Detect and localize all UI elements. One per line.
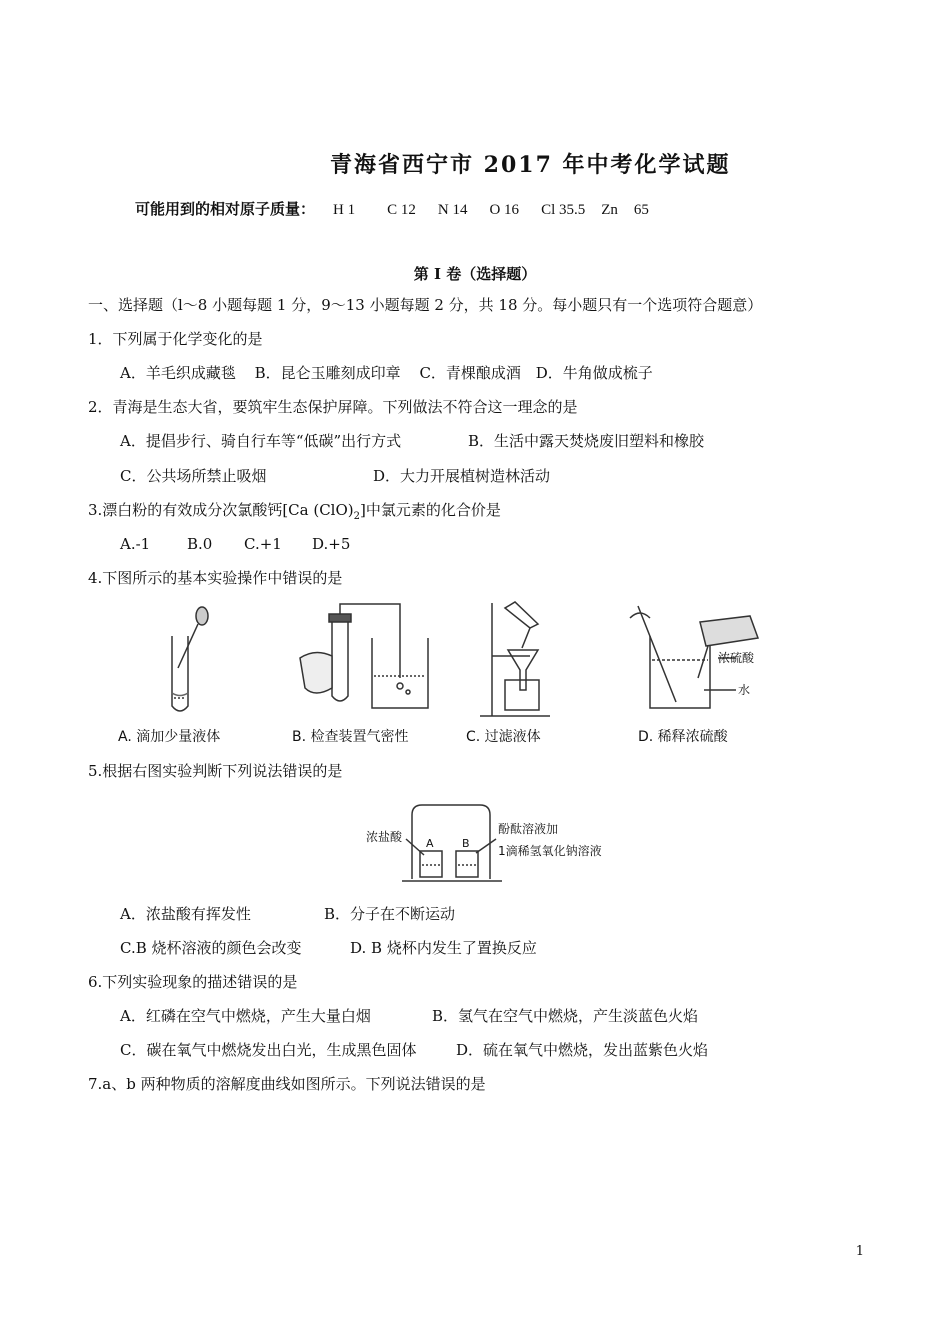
q1-options xyxy=(120,363,653,383)
q4-annotation-water: 水 xyxy=(738,683,751,697)
q5-label-right-2: 1滴稀氢氧化钠溶液 xyxy=(498,844,602,858)
q4-label-a: A. 滴加少量液体 xyxy=(118,729,221,745)
q2-option-b: B．生活中露天焚烧废旧塑料和橡胶 xyxy=(468,432,705,450)
page-number: 1 xyxy=(855,1244,864,1259)
q4-annotation-acid: 浓硫酸 xyxy=(718,651,755,665)
dropper-icon xyxy=(172,607,208,711)
q3-option-a: A.-1 xyxy=(120,535,151,553)
q4-label-b: B. 检查装置气密性 xyxy=(292,729,409,745)
q5-option-c: C.B 烧杯溶液的颜色会改变 xyxy=(120,939,302,957)
q3-stem-post: ]中氯元素的化合价是 xyxy=(360,501,501,519)
q1-stem: 1．下列属于化学变化的是 xyxy=(88,330,263,348)
q2-option-d: D．大力开展植树造林活动 xyxy=(373,467,551,485)
q6-option-b: B．氢气在空气中燃烧，产生淡蓝色火焰 xyxy=(432,1007,699,1025)
q5-label-hcl: 浓盐酸 xyxy=(366,830,403,844)
q3-stem-sub: 2 xyxy=(353,511,361,522)
q6-stem: 6.下列实验现象的描述错误的是 xyxy=(88,973,298,991)
q3-stem xyxy=(88,500,501,527)
q4-figure xyxy=(110,598,790,753)
q3-option-c: C.+1 xyxy=(244,535,282,553)
q1-option-c: C．青棵酿成酒 xyxy=(419,364,521,382)
q5-stem: 5.根据右图实验判断下列说法错误的是 xyxy=(88,762,343,780)
q7-stem: 7.a、b 两种物质的溶解度曲线如图所示。下列说法错误的是 xyxy=(88,1075,486,1093)
filtration-icon xyxy=(480,602,550,716)
q5-label-b: B xyxy=(462,837,470,850)
q3-option-b: B.0 xyxy=(187,535,213,553)
atomic-mass-n: N 14 xyxy=(437,202,468,218)
section-title: 第 I 卷（选择题） xyxy=(413,265,537,283)
q2-option-c: C．公共场所禁止吸烟 xyxy=(120,467,267,485)
atomic-mass-c: C 12 xyxy=(387,202,416,218)
q5-figure xyxy=(362,795,632,890)
q3-stem-pre: 3.漂白粉的有效成分次氯酸钙[Ca (ClO) xyxy=(88,501,354,519)
q6-option-d: D．硫在氧气中燃烧，发出蓝紫色火焰 xyxy=(456,1041,709,1059)
q1-option-d: D．牛角做成梳子 xyxy=(535,364,653,382)
instruction: 一、选择题（l～8 小题每题 1 分，9～13 小题每题 2 分，共 18 分。每小题只有一个选项符合题意） xyxy=(88,296,763,314)
q1-option-a: A．羊毛织成藏毯 xyxy=(120,364,236,382)
q5-label-right-1: 酚酞溶液加 xyxy=(498,822,559,836)
atomic-mass-zn-value: 65 xyxy=(633,202,649,218)
q5-option-d: D. B 烧杯内发生了置换反应 xyxy=(350,939,537,957)
airtightness-apparatus-icon xyxy=(300,604,428,708)
q5-label-a: A xyxy=(426,837,434,850)
q1-option-b: B．昆仑玉雕刻成印章 xyxy=(254,364,401,382)
q5-option-b: B．分子在不断运动 xyxy=(324,905,456,923)
page-title: 青海省西宁市 2017 年中考化学试题 xyxy=(330,152,731,178)
q2-option-a: A．提倡步行、骑自行车等“低碳”出行方式 xyxy=(120,432,402,450)
atomic-mass-label: 可能用到的相对原子质量： xyxy=(135,201,316,218)
atomic-mass-o: O 16 xyxy=(489,202,520,218)
q5-option-a: A．浓盐酸有挥发性 xyxy=(120,905,251,923)
q4-stem: 4.下图所示的基本实验操作中错误的是 xyxy=(88,569,343,587)
atomic-mass-h: H 1 xyxy=(333,202,356,218)
q4-label-d: D. 稀释浓硫酸 xyxy=(638,729,728,745)
bell-jar-icon xyxy=(402,805,502,881)
q3-option-d: D.+5 xyxy=(312,535,351,553)
atomic-mass-line xyxy=(135,198,649,219)
q6-option-a: A．红磷在空气中燃烧，产生大量白烟 xyxy=(120,1007,371,1025)
q4-label-c: C. 过滤液体 xyxy=(466,729,541,745)
atomic-mass-cl: Cl 35.5 xyxy=(541,202,586,218)
q2-stem: 2．青海是生态大省，要筑牢生态保护屏障。下列做法不符合这一理念的是 xyxy=(88,398,578,416)
q6-option-c: C．碳在氧气中燃烧发出白光，生成黑色固体 xyxy=(120,1041,417,1059)
atomic-mass-zn: Zn xyxy=(601,202,618,218)
